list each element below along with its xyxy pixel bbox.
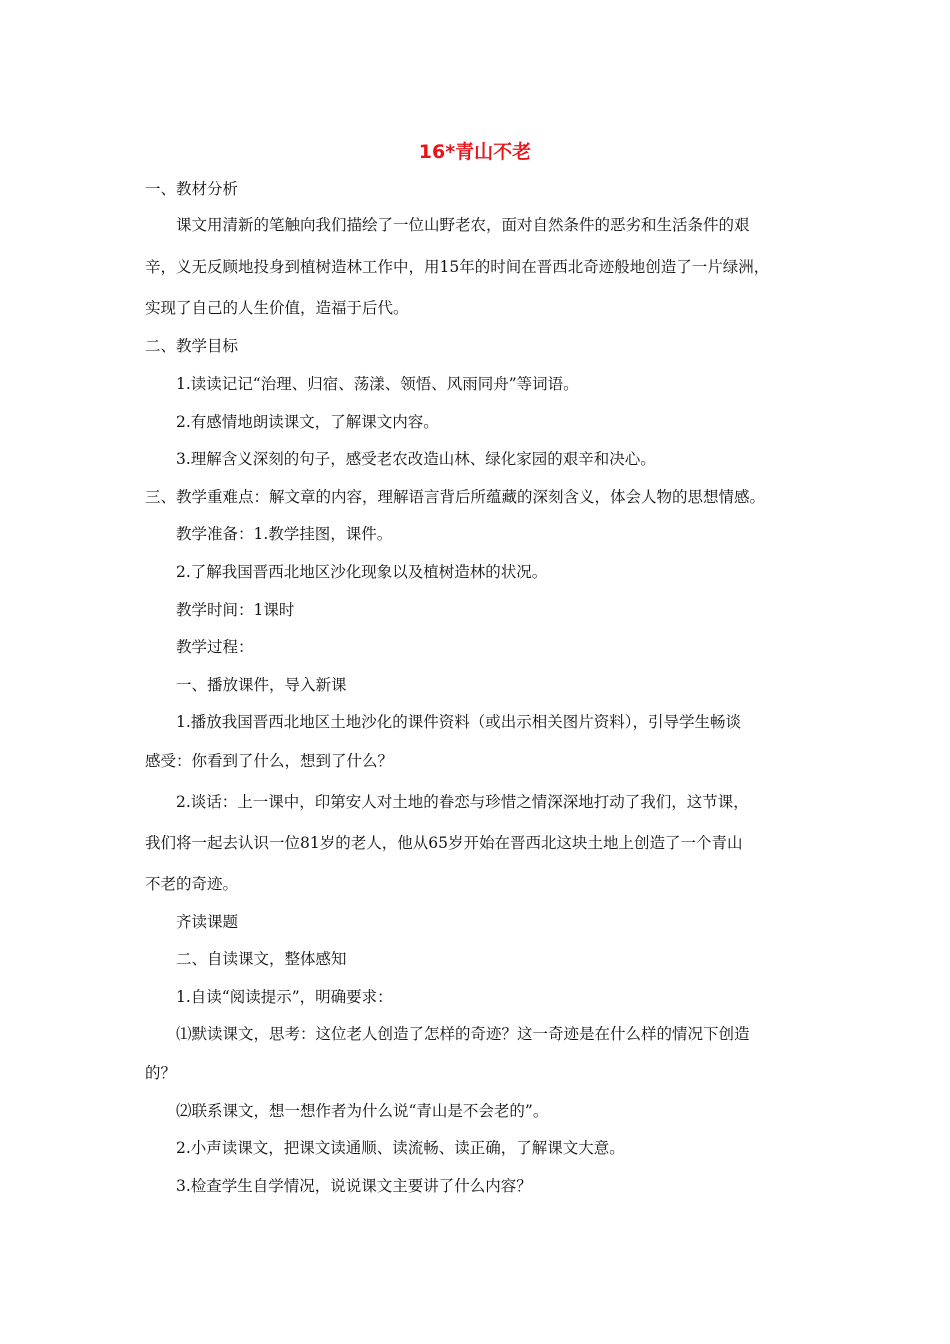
section-heading-key-points: 三、教学重难点：解文章的内容，理解语言背后所蕴藏的深刻含义，体会人物的思想情感。 <box>145 488 766 506</box>
paragraph-line: 教学时间：1课时 <box>176 601 295 619</box>
list-item: 1.读读记记“治理、归宿、荡漾、领悟、风雨同舟”等词语。 <box>176 375 579 393</box>
list-item: 3.理解含义深刻的句子，感受老农改造山林、绿化家园的艰辛和决心。 <box>176 450 656 468</box>
paragraph-line: 感受：你看到了什么，想到了什么？ <box>145 752 394 770</box>
paragraph-line: 1.播放我国晋西北地区土地沙化的课件资料（或出示相关图片资料），引导学生畅谈 <box>176 713 742 731</box>
paragraph-line: 2.了解我国晋西北地区沙化现象以及植树造林的状况。 <box>176 563 548 581</box>
list-item: 3.检查学生自学情况，说说课文主要讲了什么内容？ <box>176 1177 532 1195</box>
paragraph-line: 课文用清新的笔触向我们描绘了一位山野老农，面对自然条件的恶劣和生活条件的艰 <box>176 216 750 234</box>
section-heading-textbook-analysis: 一、教材分析 <box>145 180 239 198</box>
paragraph-line: 教学过程： <box>176 638 254 656</box>
paragraph-line: 2.谈话：上一课中，印第安人对土地的眷恋与珍惜之情深深地打动了我们，这节课， <box>176 793 749 811</box>
paragraph-line: 辛，义无反顾地投身到植树造林工作中，用15年的时间在晋西北奇迹般地创造了一片绿洲， <box>145 258 770 276</box>
list-item: 2.小声读课文，把课文读通顺、读流畅、读正确，了解课文大意。 <box>176 1139 625 1157</box>
section-heading-teaching-goals: 二、教学目标 <box>145 337 239 355</box>
paragraph-line: 我们将一起去认识一位81岁的老人，他从65岁开始在晋西北这块土地上创造了一个青山 <box>145 834 743 852</box>
paragraph-line: 不老的奇迹。 <box>145 875 239 893</box>
list-item: 1.自读“阅读提示”，明确要求： <box>176 988 393 1006</box>
paragraph-line: 齐读课题 <box>176 913 239 931</box>
list-item: ⑵联系课文，想一想作者为什么说“青山是不会老的”。 <box>176 1102 549 1120</box>
paragraph-line: 实现了自己的人生价值，造福于后代。 <box>145 299 409 317</box>
subsection-heading: 二、自读课文，整体感知 <box>176 950 347 968</box>
paragraph-line: 教学准备：1.教学挂图，课件。 <box>176 525 393 543</box>
page-title: 16*青山不老 <box>418 141 532 163</box>
list-item: ⑴默读课文，思考：这位老人创造了怎样的奇迹？这一奇迹是在什么样的情况下创造 <box>176 1025 750 1043</box>
subsection-heading: 一、播放课件，导入新课 <box>176 676 347 694</box>
paragraph-line: 的？ <box>145 1064 177 1082</box>
list-item: 2.有感情地朗读课文，了解课文内容。 <box>176 413 439 431</box>
